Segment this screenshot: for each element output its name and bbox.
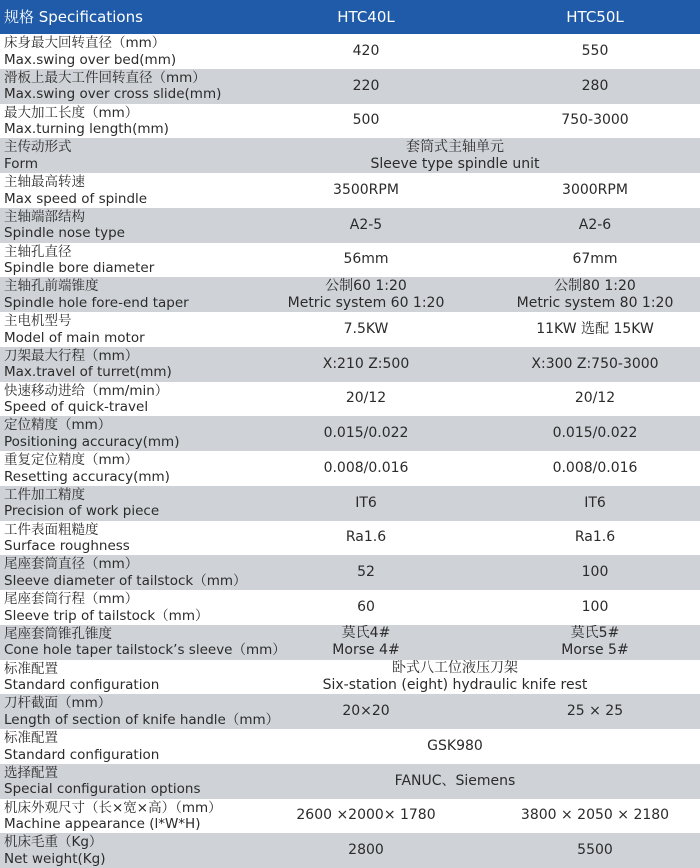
spec-label (4, 452, 170, 485)
spec-value-htc50l (480, 555, 700, 590)
spec-value-htc40l (237, 34, 495, 69)
spec-label-en: Max.swing over bed(mm) (4, 51, 177, 68)
spec-label-zh: 刀架最大行程（mm） (4, 347, 139, 364)
spec-rows (0, 34, 700, 868)
spec-label-en: Surface roughness (4, 538, 130, 554)
spec-value-htc40l-line: A2-5 (349, 216, 383, 233)
spec-row (0, 590, 700, 625)
spec-value-htc50l-line: X:300 Z:750-3000 (531, 355, 659, 372)
spec-value-htc40l-line: 56mm (343, 251, 389, 268)
spec-value-htc40l-line: 7.5KW (343, 320, 389, 337)
spec-label (4, 278, 189, 311)
spec-label (4, 35, 176, 68)
spec-label-zh: 床身最大回转直径（mm） (4, 35, 166, 51)
spec-row (0, 486, 700, 521)
spec-value-htc50l (480, 277, 700, 312)
spec-value-htc50l-line: Morse 5# (561, 642, 629, 659)
spec-value-merged (210, 729, 700, 764)
spec-value-htc40l-line: Metric system 60 1:20 (287, 294, 445, 311)
spec-value-htc50l (480, 590, 700, 625)
spec-label-en: Max speed of spindle (4, 190, 148, 207)
spec-value-htc50l-line: 5500 (577, 842, 613, 859)
spec-value-htc50l-line: Metric system 80 1:20 (516, 294, 674, 311)
spec-value-htc50l-line: 3000RPM (562, 181, 628, 198)
spec-value-htc40l (237, 833, 495, 868)
spec-label-zh: 重复定位精度（mm） (4, 452, 139, 468)
spec-value-htc50l (480, 694, 700, 729)
spec-label-zh: 滑板上最大工件回转直径（mm） (4, 69, 206, 86)
spec-value-merged-line: GSK980 (427, 737, 483, 754)
spec-value-htc40l-line: 公制60 1:20 (325, 277, 407, 294)
spec-value-htc50l-line: IT6 (584, 494, 606, 511)
spec-value-htc50l (480, 34, 700, 69)
spec-value-htc50l (480, 347, 700, 382)
spec-value-htc40l-line: 500 (352, 112, 380, 129)
spec-value-merged-line: 套筒式主轴单元 (406, 138, 504, 155)
spec-value-htc50l (480, 486, 700, 521)
spec-row (0, 521, 700, 556)
spec-label-zh: 尾座套筒行程（mm） (4, 591, 139, 607)
spec-value-htc50l-line: 67mm (572, 251, 618, 268)
spec-row (0, 277, 700, 312)
spec-label-zh: 主轴孔直径 (4, 243, 72, 260)
spec-value-htc40l-line: 420 (352, 42, 380, 59)
spec-label-en: Standard configuration (4, 677, 160, 693)
spec-label (4, 139, 72, 172)
spec-value-htc40l-line: 20/12 (345, 390, 387, 407)
spec-label-zh: 机床毛重（Kg） (4, 834, 103, 851)
spec-value-merged-line: 卧式八工位液压刀架 (392, 659, 518, 676)
spec-value-merged-line: Six-station (eight) hydraulic knife rest (322, 676, 588, 693)
spec-label (4, 383, 168, 416)
spec-value-htc40l (237, 312, 495, 347)
spec-label-en: Speed of quick-travel (4, 399, 149, 415)
spec-value-htc50l-line: 25 × 25 (566, 703, 624, 720)
spec-value-htc50l (480, 173, 700, 208)
spec-row (0, 694, 700, 729)
spec-value-htc50l (480, 208, 700, 243)
spec-label-en: Machine appearance (l*W*H) (4, 816, 201, 832)
spec-value-htc40l (237, 382, 495, 417)
spec-label-en: Max.travel of turret(mm) (4, 364, 172, 381)
spec-value-htc40l (237, 277, 495, 312)
spec-row (0, 138, 700, 173)
spec-header-col1: HTC40L (337, 7, 395, 26)
spec-row (0, 208, 700, 243)
spec-value-htc40l-line: 莫氏4# (341, 625, 391, 642)
spec-label-en: Max.turning length(mm) (4, 121, 169, 137)
spec-value-htc50l (480, 833, 700, 868)
spec-label-zh: 尾座套筒直径（mm） (4, 556, 139, 573)
spec-value-htc40l-line: 2800 (348, 842, 384, 859)
spec-label (4, 522, 130, 555)
spec-label (4, 556, 247, 589)
spec-label-en: Precision of work piece (4, 503, 160, 520)
spec-value-htc40l (237, 347, 495, 382)
spec-label-zh: 主电机型号 (4, 313, 72, 329)
spec-value-htc40l (237, 486, 495, 521)
spec-label (4, 70, 221, 103)
spec-value-htc40l-line: 0.008/0.016 (323, 459, 409, 476)
spec-label-zh: 机床外观尺寸（长×宽×高）（mm） (4, 799, 222, 816)
spec-value-htc40l-line: Morse 4# (332, 642, 400, 659)
spec-value-htc50l (480, 416, 700, 451)
spec-header-col2: HTC50L (566, 7, 624, 26)
spec-label (4, 661, 159, 694)
spec-value-htc50l-line: 280 (581, 77, 609, 94)
spec-row (0, 764, 700, 799)
spec-value-htc50l-line: 550 (581, 42, 609, 59)
spec-label-zh: 主轴端部结构 (4, 208, 85, 225)
spec-value-htc40l (237, 555, 495, 590)
spec-header-label: 规格 Specifications (4, 8, 143, 26)
spec-value-htc50l (480, 521, 700, 556)
spec-value-merged (210, 764, 700, 799)
spec-label-en: Model of main motor (4, 329, 145, 346)
spec-label (4, 417, 179, 450)
spec-label-en: Sleeve trip of tailstock（mm） (4, 607, 209, 624)
spec-value-htc50l-line: 3800 × 2050 × 2180 (520, 807, 670, 824)
spec-label-zh: 定位精度（mm） (4, 417, 112, 434)
spec-value-htc40l (237, 799, 495, 834)
spec-value-htc40l (237, 590, 495, 625)
spec-label-zh: 尾座套筒锥孔锥度 (4, 625, 112, 642)
spec-row (0, 243, 700, 278)
spec-label-en: Sleeve diameter of tailstock（mm） (4, 572, 247, 589)
spec-value-merged (210, 660, 700, 695)
spec-value-htc50l-line: 100 (581, 564, 609, 581)
spec-value-htc40l-line: 20×20 (342, 703, 390, 720)
spec-label-zh: 主传动形式 (4, 139, 72, 156)
spec-label-en: Spindle hole fore-end taper (4, 294, 189, 311)
spec-value-htc50l (480, 382, 700, 417)
spec-label (4, 800, 222, 833)
spec-value-merged-line: Sleeve type spindle unit (370, 155, 540, 172)
spec-value-htc40l (237, 104, 495, 139)
spec-label-en: Spindle bore diameter (4, 260, 155, 276)
spec-row (0, 660, 700, 695)
spec-value-htc50l-line: 11KW 选配 15KW (536, 320, 654, 337)
spec-value-htc50l-line: 莫氏5# (570, 625, 620, 642)
spec-label-en: Resetting accuracy(mm) (4, 468, 170, 485)
spec-label (4, 174, 147, 207)
spec-value-htc40l-line: 60 (357, 598, 375, 615)
spec-value-htc50l-line: Ra1.6 (574, 529, 616, 546)
spec-value-htc50l-line: 100 (581, 598, 609, 615)
spec-row (0, 347, 700, 382)
spec-value-htc50l-line: 750-3000 (561, 112, 629, 129)
spec-value-htc40l-line: 2600 ×2000× 1780 (296, 807, 436, 824)
spec-label-zh: 标准配置 (4, 730, 58, 746)
spec-row (0, 625, 700, 660)
spec-value-htc50l-line: 0.008/0.016 (552, 459, 638, 476)
spec-value-htc40l (237, 694, 495, 729)
spec-label (4, 765, 201, 798)
spec-value-htc50l (480, 104, 700, 139)
spec-label (4, 105, 169, 138)
spec-value-htc40l (237, 416, 495, 451)
spec-value-htc40l-line: Ra1.6 (345, 529, 387, 546)
spec-value-htc50l-line: A2-6 (578, 216, 612, 233)
spec-label-zh: 选择配置 (4, 764, 58, 781)
spec-row (0, 833, 700, 868)
spec-value-htc40l-line: X:210 Z:500 (322, 355, 410, 372)
spec-label-en: Form (4, 155, 39, 172)
spec-label (4, 591, 208, 624)
spec-label-zh: 最大加工长度（mm） (4, 104, 139, 121)
spec-value-htc50l (480, 69, 700, 104)
spec-label-zh: 主轴最高转速 (4, 174, 85, 190)
spec-label (4, 487, 159, 520)
spec-row (0, 173, 700, 208)
spec-value-htc40l-line: 3500RPM (333, 181, 399, 198)
spec-row (0, 382, 700, 417)
spec-row (0, 799, 700, 834)
spec-label (4, 834, 105, 867)
spec-label-zh: 快速移动进给（mm/min） (4, 382, 169, 399)
spec-value-htc50l (480, 625, 700, 660)
spec-label-en: Max.swing over cross slide(mm) (4, 86, 222, 103)
spec-value-htc50l (480, 799, 700, 834)
spec-value-htc50l (480, 312, 700, 347)
spec-value-htc50l-line: 公制80 1:20 (554, 277, 636, 294)
spec-label (4, 244, 154, 277)
spec-value-htc50l-line: 0.015/0.022 (552, 425, 638, 442)
spec-value-htc40l-line: IT6 (355, 494, 377, 511)
spec-label (4, 313, 145, 346)
spec-label-zh: 标准配置 (4, 660, 58, 677)
spec-label-en: Net weight(Kg) (4, 850, 106, 867)
spec-value-htc40l-line: 52 (357, 564, 375, 581)
spec-row (0, 104, 700, 139)
spec-row (0, 34, 700, 69)
spec-row (0, 416, 700, 451)
spec-header-row (0, 0, 700, 34)
spec-value-htc50l-line: 20/12 (574, 390, 616, 407)
spec-value-htc40l-line: 220 (352, 77, 380, 94)
spec-row (0, 451, 700, 486)
spec-value-merged-line: FANUC、Siemens (394, 772, 516, 789)
spec-label (4, 348, 172, 381)
spec-row (0, 69, 700, 104)
spec-label-en: Cone hole taper tailstock’s sleeve（mm） (4, 642, 286, 659)
spec-row (0, 555, 700, 590)
spec-row (0, 312, 700, 347)
spec-label (4, 730, 159, 763)
spec-label-en: Spindle nose type (4, 225, 125, 242)
spec-label (4, 209, 125, 242)
spec-value-merged (210, 138, 700, 173)
spec-label-en: Standard configuration (4, 746, 160, 763)
spec-value-htc40l (237, 625, 495, 660)
spec-label-en: Special configuration options (4, 781, 201, 798)
spec-value-htc40l (237, 521, 495, 556)
spec-label-zh: 刀杆截面（mm） (4, 695, 112, 712)
spec-label-en: Length of section of knife handle（mm） (4, 711, 280, 728)
spec-value-htc50l (480, 243, 700, 278)
spec-value-htc50l (480, 451, 700, 486)
spec-label-zh: 工件表面粗糙度 (4, 521, 99, 538)
spec-label-zh: 工件加工精度 (4, 486, 85, 503)
spec-row (0, 729, 700, 764)
spec-value-htc40l-line: 0.015/0.022 (323, 425, 409, 442)
spec-value-htc40l (237, 173, 495, 208)
spec-value-htc40l (237, 243, 495, 278)
spec-label-zh: 主轴孔前端锥度 (4, 278, 99, 295)
spec-value-htc40l (237, 69, 495, 104)
spec-value-htc40l (237, 208, 495, 243)
spec-label-en: Positioning accuracy(mm) (4, 433, 180, 450)
spec-value-htc40l (237, 451, 495, 486)
